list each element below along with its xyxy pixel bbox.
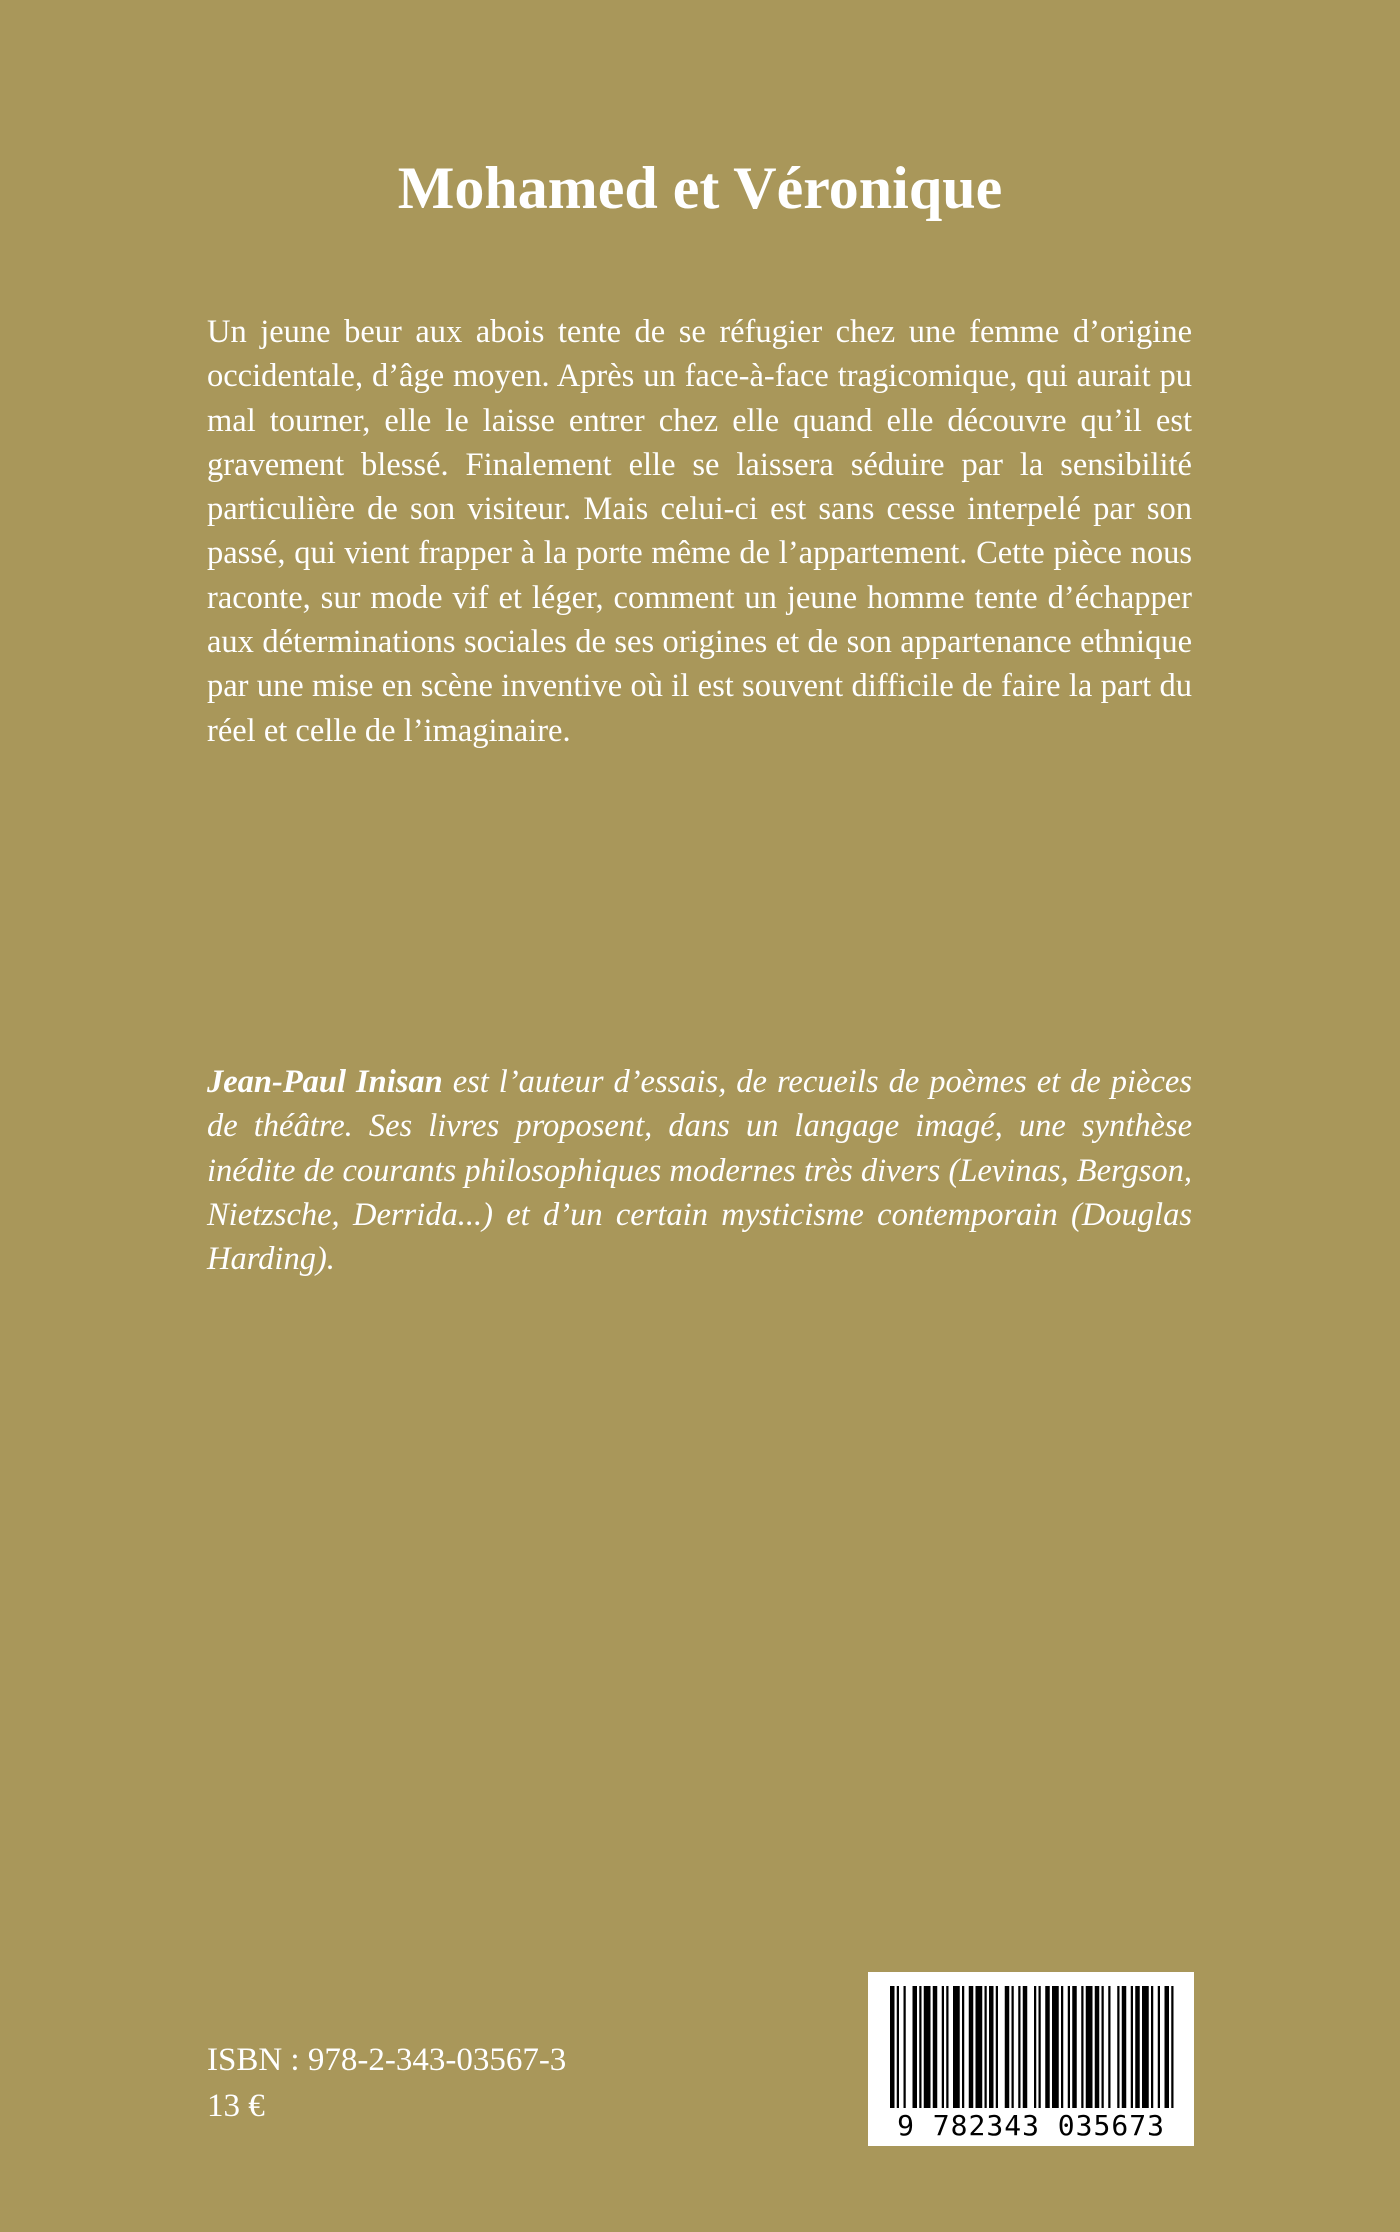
synopsis-paragraph: Un jeune beur aux abois tente de se réfugier chez une femme d’origine occidentale, d’âge moyen. Après un face-à-face tragicomique, qui aurait pu mal tourner, elle le laisse entrer chez elle quand elle découvre qu’il est gravement blessé. Finalement elle se laissera séduire par la sensibilité particulière de son visiteur. Mais celui-ci est sans cesse interpelé par son passé, qui vient frapper à la porte même de l’appartement. Cette pièce nous raconte, sur mode vif et léger, comment un jeune homme tente d’échapper aux déterminations sociales de ses origines et de son appartenance ethnique par une mise en scène inventive où il est souvent difficile de faire la part du réel et celle de l’imaginaire. bbox=[207, 314, 1192, 749]
barcode-digits: 9 782343 035673 bbox=[897, 2109, 1165, 2142]
author-bio-paragraph bbox=[207, 1060, 1192, 1281]
author-name: Jean-Paul Inisan bbox=[207, 1064, 443, 1100]
author-bio-text: est l’auteur d’essais, de recueils de poèmes et de pièces de théâtre. Ses livres proposent, dans un langage imagé, une synthèse inédite de courants philosophiques modernes très divers (Levinas, Bergson, Nietzsche, Derrida...) et d’un certain mysticisme contemporain (Douglas Harding). bbox=[207, 1064, 1192, 1278]
book-title: Mohamed et Véronique bbox=[397, 155, 1003, 221]
price-label: 13 € bbox=[207, 2088, 265, 2124]
isbn-label: ISBN : 978-2-343-03567-3 bbox=[207, 2042, 567, 2078]
barcode bbox=[868, 1972, 1194, 2146]
